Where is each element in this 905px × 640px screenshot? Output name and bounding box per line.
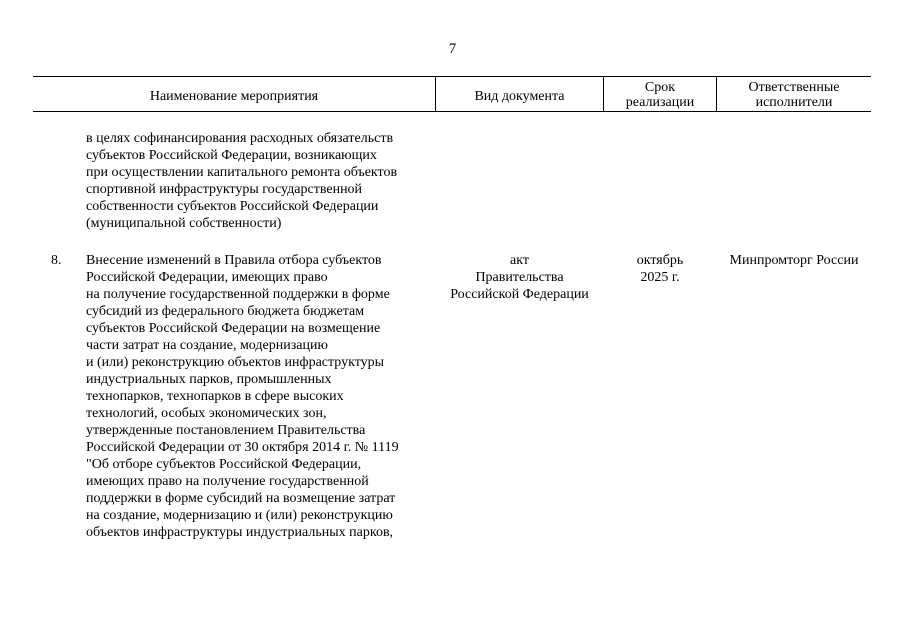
continuation-line: собственности субъектов Российской Федерации xyxy=(86,199,379,214)
item-name-line: субъектов Российской Федерации на возмещение xyxy=(86,321,381,336)
item-document-type-line: Правительства xyxy=(475,270,564,285)
header-deadline xyxy=(604,80,716,110)
item-deadline-line: октябрь xyxy=(636,253,684,268)
item-name-line: утвержденные постановлением Правительства xyxy=(86,423,366,438)
item-name-line: индустриальных парков, промышленных xyxy=(86,372,332,387)
item-deadline-line: 2025 г. xyxy=(640,270,680,285)
item-name-line: и (или) реконструкцию объектов инфраструктуры xyxy=(86,355,385,370)
continuation-text xyxy=(86,130,397,232)
item-deadline xyxy=(604,252,716,286)
item-name xyxy=(86,252,399,541)
item-name-line: поддержки в форме субсидий на возмещение затрат xyxy=(86,491,396,506)
item-document-type-line: акт xyxy=(510,253,529,268)
item-responsible-line: Минпромторг России xyxy=(729,253,859,268)
item-responsible xyxy=(717,252,871,269)
item-name-line: субсидий из федерального бюджета бюджетам xyxy=(86,304,365,319)
item-name-line: имеющих право на получение государственной xyxy=(86,474,369,489)
header-responsible-line1: Ответственные xyxy=(748,80,840,95)
item-name-line: Внесение изменений в Правила отбора субъектов xyxy=(86,253,382,268)
continuation-line: (муниципальной собственности) xyxy=(86,216,282,231)
item-name-line: объектов инфраструктуры индустриальных парков, xyxy=(86,525,394,540)
item-number: 8. xyxy=(51,253,62,268)
item-name-line: части затрат на создание, модернизацию xyxy=(86,338,328,353)
page-number: 7 xyxy=(448,41,457,57)
item-document-type-line: Российской Федерации xyxy=(450,287,589,302)
header-responsible-line2: исполнители xyxy=(755,95,833,110)
item-name-line: Российской Федерации от 30 октября 2014 г. № 1119 xyxy=(86,440,399,455)
item-document-type xyxy=(436,252,603,303)
table-header-top-rule xyxy=(33,76,871,77)
item-name-line: Российской Федерации, имеющих право xyxy=(86,270,328,285)
continuation-line: спортивной инфраструктуры государственной xyxy=(86,182,363,197)
table-header-bottom-rule xyxy=(33,111,871,112)
header-deadline-line1: Срок xyxy=(644,80,676,95)
header-responsible xyxy=(717,80,871,110)
header-event-name: Наименование мероприятия xyxy=(149,89,319,104)
item-name-line: технопарков, технопарков в сфере высоких xyxy=(86,389,344,404)
item-name-line: на получение государственной поддержки в форме xyxy=(86,287,390,302)
item-name-line: "Об отборе субъектов Российской Федерации, xyxy=(86,457,362,472)
header-deadline-line2: реализации xyxy=(625,95,695,110)
continuation-line: в целях софинансирования расходных обязательств xyxy=(86,131,394,146)
header-document-type: Вид документа xyxy=(474,89,565,104)
item-name-line: технологий, особых экономических зон, xyxy=(86,406,327,421)
continuation-line: при осуществлении капитального ремонта объектов xyxy=(86,165,398,180)
continuation-line: субъектов Российской Федерации, возникающих xyxy=(86,148,377,163)
item-name-line: на создание, модернизацию и (или) реконструкцию xyxy=(86,508,393,523)
